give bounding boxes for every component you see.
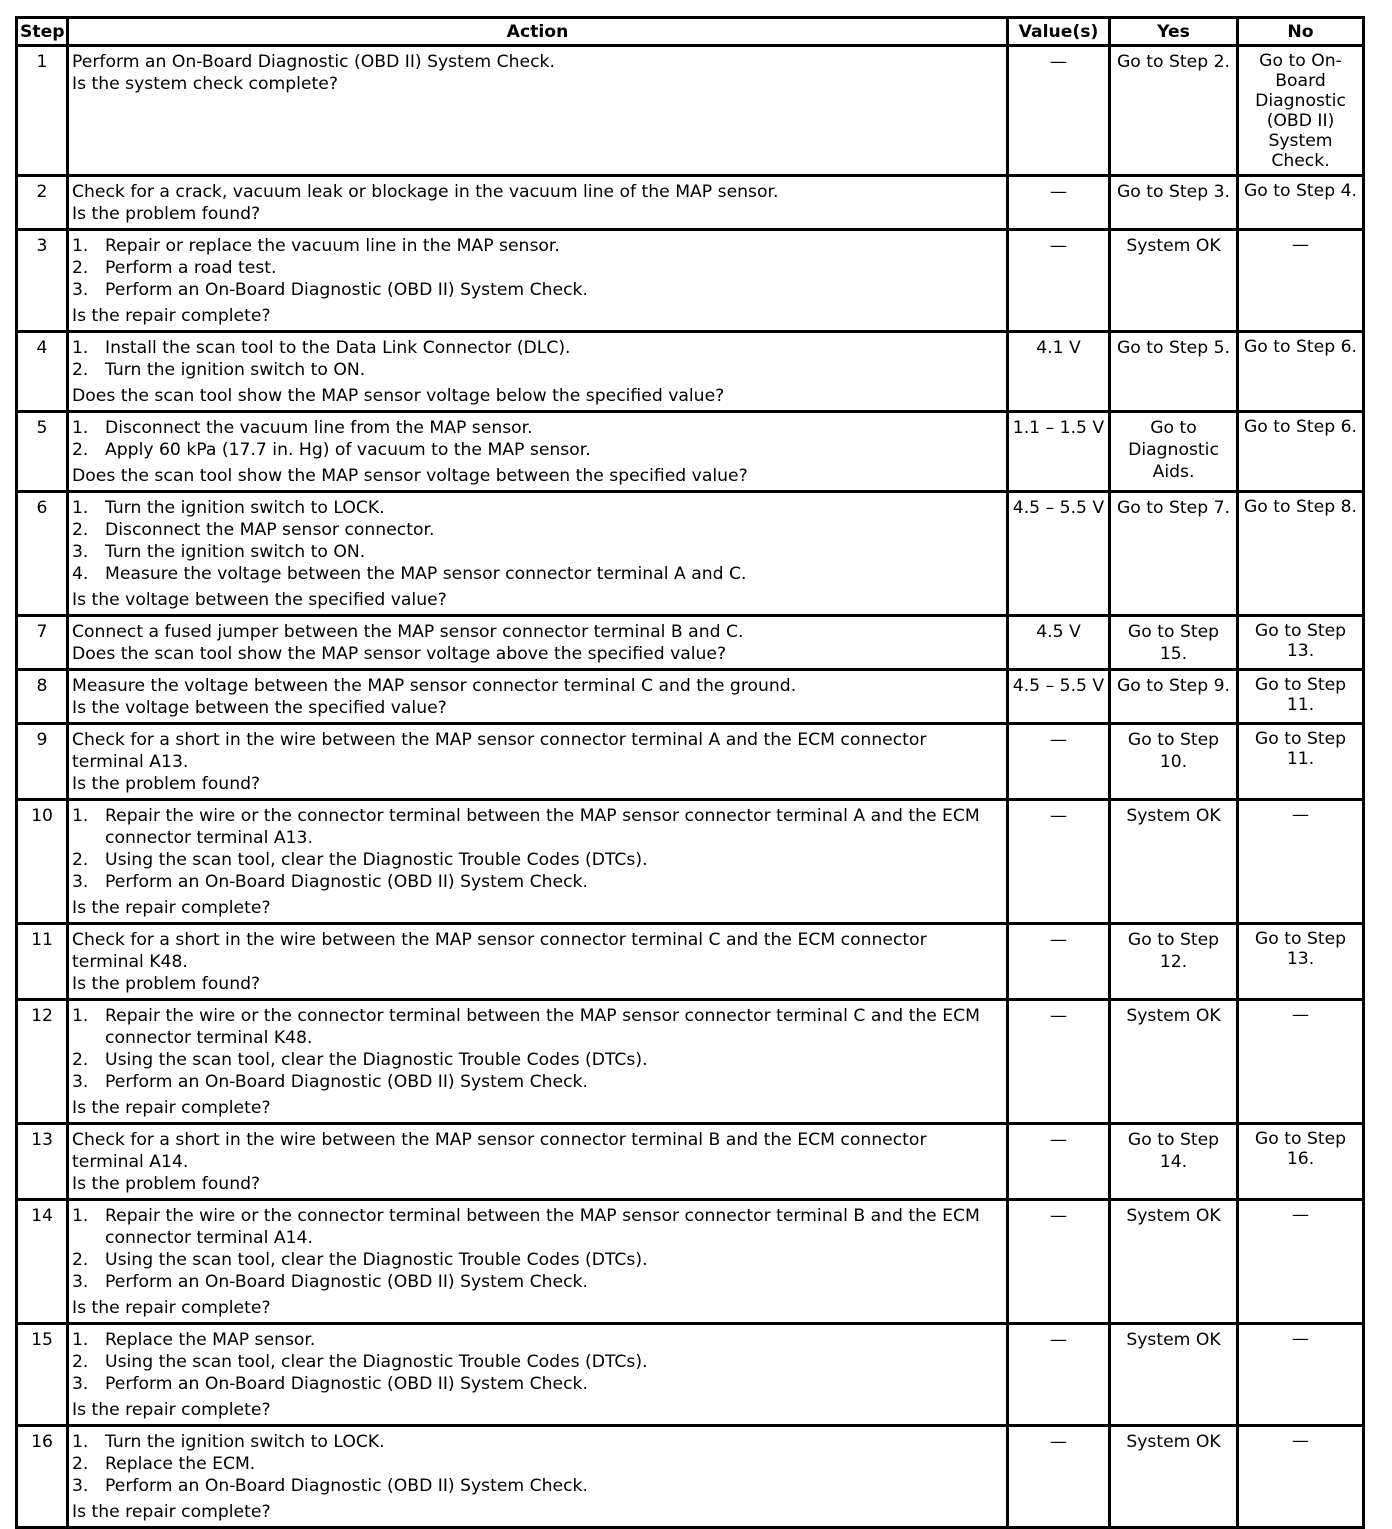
diagnostic-table-container <box>15 16 1365 1529</box>
action-question: Is the problem found? <box>72 1174 261 1194</box>
value-cell: 1.1 – 1.5 V <box>1008 412 1110 492</box>
step-number: 16 <box>17 1426 68 1528</box>
action-text: Check for a short in the wire between the MAP sensor connector terminal B and the ECM connector terminal A14. <box>72 1130 927 1172</box>
action-item-text: Measure the voltage between the MAP sensor connector terminal A and C. <box>105 564 747 584</box>
action-question: Is the repair complete? <box>72 1502 271 1522</box>
action-cell <box>68 616 1008 670</box>
action-list-item <box>72 439 1003 461</box>
yes-cell: Go to Step 14. <box>1110 1124 1238 1200</box>
no-cell: Go to On-Board Diagnostic (OBD II) System Check. <box>1238 46 1364 176</box>
action-list-item <box>72 1071 1003 1093</box>
action-item-number: 2. <box>72 360 89 380</box>
action-item-number: 2. <box>72 1352 89 1372</box>
action-list-item <box>72 1205 1003 1249</box>
action-item-text: Perform an On-Board Diagnostic (OBD II) System Check. <box>105 1476 588 1496</box>
action-item-number: 1. <box>72 498 89 518</box>
table-row <box>17 412 1364 492</box>
value-cell: — <box>1008 1000 1110 1124</box>
action-list <box>72 1205 1003 1293</box>
action-item-number: 2. <box>72 1454 89 1474</box>
action-item-text: Install the scan tool to the Data Link Connector (DLC). <box>105 338 571 358</box>
header-no: No <box>1238 18 1364 46</box>
table-row <box>17 46 1364 176</box>
action-item-number: 1. <box>72 338 89 358</box>
yes-cell: Go to Diagnostic Aids. <box>1110 412 1238 492</box>
value-cell: 4.5 – 5.5 V <box>1008 670 1110 724</box>
action-item-number: 3. <box>72 1272 89 1292</box>
action-cell <box>68 1000 1008 1124</box>
yes-cell: Go to Step 15. <box>1110 616 1238 670</box>
action-item-text: Using the scan tool, clear the Diagnostic Trouble Codes (DTCs). <box>105 1050 648 1070</box>
action-item-text: Perform an On-Board Diagnostic (OBD II) System Check. <box>105 280 588 300</box>
value-cell: — <box>1008 176 1110 230</box>
no-cell: — <box>1238 230 1364 332</box>
action-item-number: 1. <box>72 236 89 256</box>
action-list-item <box>72 1475 1003 1497</box>
table-row <box>17 492 1364 616</box>
step-number: 4 <box>17 332 68 412</box>
action-cell <box>68 46 1008 176</box>
action-cell <box>68 724 1008 800</box>
table-row <box>17 800 1364 924</box>
action-item-number: 1. <box>72 1432 89 1452</box>
action-item-text: Perform an On-Board Diagnostic (OBD II) System Check. <box>105 1072 588 1092</box>
table-row <box>17 1200 1364 1324</box>
action-item-text: Using the scan tool, clear the Diagnostic Trouble Codes (DTCs). <box>105 1250 648 1270</box>
action-list <box>72 417 1003 461</box>
no-cell: — <box>1238 800 1364 924</box>
action-list-item <box>72 257 1003 279</box>
value-cell: — <box>1008 46 1110 176</box>
yes-cell: Go to Step 3. <box>1110 176 1238 230</box>
action-list-item <box>72 1271 1003 1293</box>
action-cell <box>68 332 1008 412</box>
value-cell: — <box>1008 1200 1110 1324</box>
step-number: 9 <box>17 724 68 800</box>
action-question: Is the repair complete? <box>72 1098 271 1118</box>
yes-cell: System OK <box>1110 800 1238 924</box>
action-list <box>72 1431 1003 1497</box>
action-list-item <box>72 1431 1003 1453</box>
step-number: 14 <box>17 1200 68 1324</box>
table-row <box>17 1426 1364 1528</box>
action-question: Is the system check complete? <box>72 74 338 94</box>
action-question: Is the voltage between the specified value? <box>72 590 447 610</box>
action-list-item <box>72 337 1003 359</box>
action-question: Does the scan tool show the MAP sensor voltage between the specified value? <box>72 466 748 486</box>
action-item-number: 1. <box>72 418 89 438</box>
action-list <box>72 497 1003 585</box>
action-item-text: Using the scan tool, clear the Diagnostic Trouble Codes (DTCs). <box>105 1352 648 1372</box>
action-item-text: Apply 60 kPa (17.7 in. Hg) of vacuum to the MAP sensor. <box>105 440 591 460</box>
action-question: Is the problem found? <box>72 774 261 794</box>
table-row <box>17 616 1364 670</box>
table-row <box>17 670 1364 724</box>
action-question: Is the repair complete? <box>72 1400 271 1420</box>
action-list-item <box>72 417 1003 439</box>
no-cell: — <box>1238 1000 1364 1124</box>
action-list-item <box>72 541 1003 563</box>
action-question: Is the repair complete? <box>72 306 271 326</box>
step-number: 3 <box>17 230 68 332</box>
action-item-number: 3. <box>72 1374 89 1394</box>
action-list-item <box>72 1373 1003 1395</box>
value-cell: — <box>1008 724 1110 800</box>
action-item-number: 3. <box>72 280 89 300</box>
yes-cell: Go to Step 5. <box>1110 332 1238 412</box>
no-cell: Go to Step 13. <box>1238 924 1364 1000</box>
step-number: 12 <box>17 1000 68 1124</box>
yes-cell: Go to Step 10. <box>1110 724 1238 800</box>
value-cell: 4.5 – 5.5 V <box>1008 492 1110 616</box>
action-cell <box>68 492 1008 616</box>
action-item-number: 2. <box>72 1250 89 1270</box>
action-text: Measure the voltage between the MAP sensor connector terminal C and the ground. <box>72 676 797 696</box>
action-cell <box>68 176 1008 230</box>
yes-cell: Go to Step 12. <box>1110 924 1238 1000</box>
action-list-item <box>72 1351 1003 1373</box>
yes-cell: Go to Step 2. <box>1110 46 1238 176</box>
action-cell <box>68 1124 1008 1200</box>
table-row <box>17 724 1364 800</box>
action-cell <box>68 670 1008 724</box>
action-item-number: 1. <box>72 1206 89 1226</box>
value-cell: — <box>1008 230 1110 332</box>
table-row <box>17 1324 1364 1426</box>
action-question: Is the voltage between the specified value? <box>72 698 447 718</box>
action-question: Does the scan tool show the MAP sensor voltage above the specified value? <box>72 644 727 664</box>
action-item-text: Replace the ECM. <box>105 1454 256 1474</box>
header-values: Value(s) <box>1008 18 1110 46</box>
action-item-text: Repair the wire or the connector terminal between the MAP sensor connector terminal C and the ECM connector terminal K48. <box>105 1006 980 1048</box>
action-cell <box>68 1426 1008 1528</box>
action-item-text: Perform an On-Board Diagnostic (OBD II) System Check. <box>105 1272 588 1292</box>
no-cell: Go to Step 6. <box>1238 332 1364 412</box>
action-list-item <box>72 1453 1003 1475</box>
action-item-number: 3. <box>72 542 89 562</box>
yes-cell: System OK <box>1110 1000 1238 1124</box>
action-item-number: 3. <box>72 1476 89 1496</box>
value-cell: — <box>1008 924 1110 1000</box>
no-cell: — <box>1238 1426 1364 1528</box>
step-number: 8 <box>17 670 68 724</box>
step-number: 2 <box>17 176 68 230</box>
action-item-text: Using the scan tool, clear the Diagnostic Trouble Codes (DTCs). <box>105 850 648 870</box>
action-text: Perform an On-Board Diagnostic (OBD II) System Check. <box>72 52 555 72</box>
step-number: 10 <box>17 800 68 924</box>
action-item-text: Replace the MAP sensor. <box>105 1330 316 1350</box>
step-number: 11 <box>17 924 68 1000</box>
action-text: Check for a short in the wire between the MAP sensor connector terminal A and the ECM connector terminal A13. <box>72 730 927 772</box>
action-item-number: 1. <box>72 806 89 826</box>
header-step: Step <box>17 18 68 46</box>
table-row <box>17 176 1364 230</box>
no-cell: Go to Step 11. <box>1238 670 1364 724</box>
action-item-text: Turn the ignition switch to ON. <box>105 360 366 380</box>
action-list-item <box>72 871 1003 893</box>
action-item-text: Repair or replace the vacuum line in the MAP sensor. <box>105 236 560 256</box>
action-list-item <box>72 805 1003 849</box>
action-question: Is the problem found? <box>72 974 261 994</box>
action-item-text: Turn the ignition switch to LOCK. <box>105 1432 385 1452</box>
table-row <box>17 924 1364 1000</box>
action-list-item <box>72 279 1003 301</box>
action-item-number: 3. <box>72 1072 89 1092</box>
no-cell: Go to Step 4. <box>1238 176 1364 230</box>
action-list-item <box>72 1249 1003 1271</box>
value-cell: — <box>1008 1124 1110 1200</box>
action-question: Is the repair complete? <box>72 1298 271 1318</box>
action-item-text: Disconnect the MAP sensor connector. <box>105 520 435 540</box>
value-cell: — <box>1008 1426 1110 1528</box>
yes-cell: System OK <box>1110 1426 1238 1528</box>
action-text: Connect a fused jumper between the MAP sensor connector terminal B and C. <box>72 622 744 642</box>
action-item-number: 3. <box>72 872 89 892</box>
action-list-item <box>72 235 1003 257</box>
value-cell: 4.5 V <box>1008 616 1110 670</box>
step-number: 13 <box>17 1124 68 1200</box>
step-number: 5 <box>17 412 68 492</box>
step-number: 15 <box>17 1324 68 1426</box>
action-item-text: Repair the wire or the connector terminal between the MAP sensor connector terminal B and the ECM connector terminal A14. <box>105 1206 980 1248</box>
yes-cell: System OK <box>1110 1200 1238 1324</box>
no-cell: Go to Step 6. <box>1238 412 1364 492</box>
action-list <box>72 337 1003 381</box>
step-number: 7 <box>17 616 68 670</box>
action-item-number: 1. <box>72 1006 89 1026</box>
action-list <box>72 235 1003 301</box>
action-list-item <box>72 563 1003 585</box>
action-item-number: 2. <box>72 258 89 278</box>
table-row <box>17 332 1364 412</box>
no-cell: — <box>1238 1200 1364 1324</box>
action-list <box>72 1329 1003 1395</box>
action-text: Check for a crack, vacuum leak or blockage in the vacuum line of the MAP sensor. <box>72 182 779 202</box>
action-question: Is the repair complete? <box>72 898 271 918</box>
action-question: Is the problem found? <box>72 204 261 224</box>
header-yes: Yes <box>1110 18 1238 46</box>
table-header-row <box>17 18 1364 46</box>
action-list <box>72 1005 1003 1093</box>
value-cell: — <box>1008 1324 1110 1426</box>
table-row <box>17 230 1364 332</box>
step-number: 6 <box>17 492 68 616</box>
diagnostic-table <box>15 16 1365 1529</box>
no-cell: Go to Step 13. <box>1238 616 1364 670</box>
action-item-number: 2. <box>72 1050 89 1070</box>
action-item-text: Turn the ignition switch to ON. <box>105 542 366 562</box>
action-text: Check for a short in the wire between the MAP sensor connector terminal C and the ECM connector terminal K48. <box>72 930 927 972</box>
action-list-item <box>72 1005 1003 1049</box>
no-cell: — <box>1238 1324 1364 1426</box>
action-question: Does the scan tool show the MAP sensor voltage below the specified value? <box>72 386 725 406</box>
value-cell: 4.1 V <box>1008 332 1110 412</box>
action-list-item <box>72 497 1003 519</box>
action-item-number: 4. <box>72 564 89 584</box>
action-cell <box>68 1200 1008 1324</box>
header-action: Action <box>68 18 1008 46</box>
yes-cell: Go to Step 9. <box>1110 670 1238 724</box>
yes-cell: System OK <box>1110 1324 1238 1426</box>
action-list-item <box>72 359 1003 381</box>
table-row <box>17 1124 1364 1200</box>
no-cell: Go to Step 8. <box>1238 492 1364 616</box>
action-cell <box>68 230 1008 332</box>
action-cell <box>68 924 1008 1000</box>
step-number: 1 <box>17 46 68 176</box>
no-cell: Go to Step 11. <box>1238 724 1364 800</box>
action-item-number: 2. <box>72 850 89 870</box>
yes-cell: Go to Step 7. <box>1110 492 1238 616</box>
action-list <box>72 805 1003 893</box>
action-item-number: 2. <box>72 440 89 460</box>
yes-cell: System OK <box>1110 230 1238 332</box>
action-cell <box>68 1324 1008 1426</box>
action-cell <box>68 412 1008 492</box>
table-row <box>17 1000 1364 1124</box>
action-list-item <box>72 849 1003 871</box>
action-item-text: Repair the wire or the connector terminal between the MAP sensor connector terminal A and the ECM connector terminal A13. <box>105 806 980 848</box>
action-list-item <box>72 1329 1003 1351</box>
table-body <box>17 46 1364 1528</box>
action-item-text: Perform an On-Board Diagnostic (OBD II) System Check. <box>105 1374 588 1394</box>
value-cell: — <box>1008 800 1110 924</box>
action-item-number: 2. <box>72 520 89 540</box>
action-cell <box>68 800 1008 924</box>
action-item-text: Turn the ignition switch to LOCK. <box>105 498 385 518</box>
action-item-text: Perform a road test. <box>105 258 277 278</box>
action-item-text: Perform an On-Board Diagnostic (OBD II) System Check. <box>105 872 588 892</box>
action-item-number: 1. <box>72 1330 89 1350</box>
action-list-item <box>72 1049 1003 1071</box>
no-cell: Go to Step 16. <box>1238 1124 1364 1200</box>
action-item-text: Disconnect the vacuum line from the MAP sensor. <box>105 418 533 438</box>
action-list-item <box>72 519 1003 541</box>
